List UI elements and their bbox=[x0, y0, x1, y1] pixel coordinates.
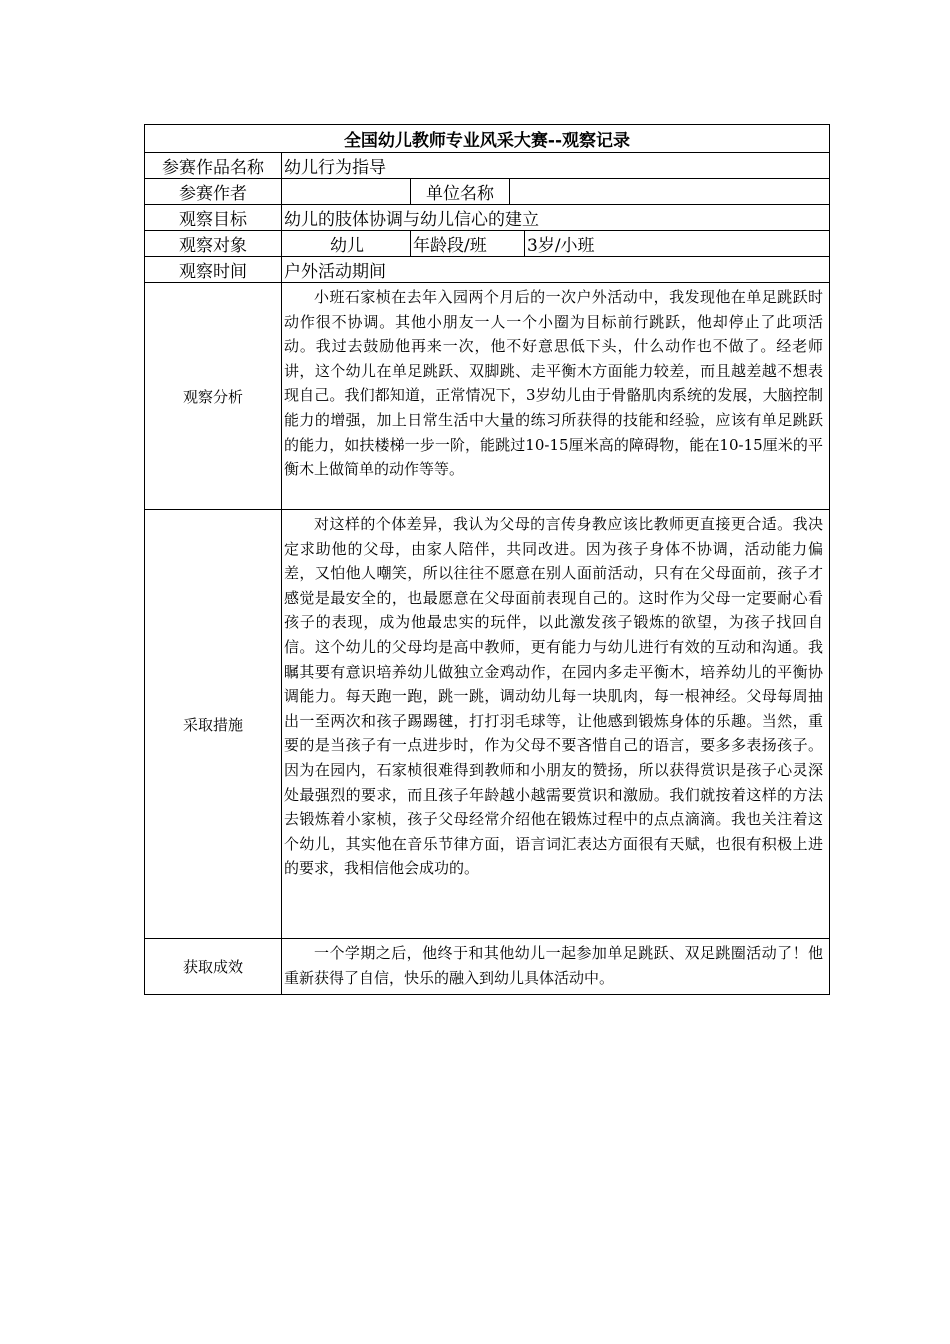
author-label: 参赛作者 bbox=[145, 179, 282, 205]
result-text: 一个学期之后，他终于和其他幼儿一起参加单足跳跃、双足跳圈活动了！他重新获得了自信，快乐的融入到幼儿具体活动中。 bbox=[282, 939, 830, 995]
form-title: 全国幼儿教师专业风采大赛--观察记录 bbox=[145, 125, 830, 153]
age-group-label: 年龄段/班 bbox=[411, 231, 525, 257]
measures-text: 对这样的个体差异，我认为父母的言传身教应该比教师更直接更合适。我决定求助他的父母，由家人陪伴，共同改进。因为孩子身体不协调，活动能力偏差，又怕他人嘲笑，所以往往不愿意在别人面前活动，只有在父母面前，孩子才感觉是最安全的，也最愿意在父母面前表现自己的。这时作为父母一定要耐心看孩子的表现，成为他最忠实的玩伴，以此激发孩子锻炼的欲望，为孩子找回自信。这个幼儿的父母均是高中教师，更有能力与幼儿进行有效的互动和沟通。我瞩其要有意识培养幼儿做独立金鸡动作，在园内多走平衡木，培养幼儿的平衡协调能力。每天跑一跑，跳一跳，调动幼儿每一块肌肉，每一根神经。父母每周抽出一至两次和孩子踢踢毽，打打羽毛球等，让他感到锻炼身体的乐趣。当然，重要的是当孩子有一点进步时，作为父母不要吝惜自己的语言，要多多表扬孩子。因为在园内，石家桢很难得到教师和小朋友的赞扬，所以获得赏识是孩子心灵深处最强烈的要求，而且孩子年龄越小越需要赏识和激励。我们就按着这样的方法去锻炼着小家桢，孩子父母经常介绍他在锻炼过程中的点点滴滴。我也关注着这个幼儿，其实他在音乐节律方面，语言词汇表达方面很有天赋，也很有积极上进的要求，我相信他会成功的。 bbox=[282, 510, 830, 939]
result-label: 获取成效 bbox=[145, 939, 282, 995]
unit-name-value bbox=[510, 179, 830, 205]
measures-label: 采取措施 bbox=[145, 510, 282, 939]
goal-label: 观察目标 bbox=[145, 205, 282, 231]
time-label: 观察时间 bbox=[145, 257, 282, 283]
unit-name-label: 单位名称 bbox=[411, 179, 510, 205]
goal-value: 幼儿的肢体协调与幼儿信心的建立 bbox=[282, 205, 830, 231]
age-group-value: 3岁/小班 bbox=[525, 231, 830, 257]
work-name-label: 参赛作品名称 bbox=[145, 153, 282, 179]
work-name-value: 幼儿行为指导 bbox=[282, 153, 830, 179]
observation-record-table bbox=[144, 124, 830, 995]
analysis-text: 小班石家桢在去年入园两个月后的一次户外活动中，我发现他在单足跳跃时动作很不协调。其他小朋友一人一个小圈为目标前行跳跃，他却停止了此项活动。我过去鼓励他再来一次，他不好意思低下头，什么动作也不做了。经老师讲，这个幼儿在单足跳跃、双脚跳、走平衡木方面能力较差，而且越差越不想表现自己。我们都知道，正常情况下，3岁幼儿由于骨骼肌肉系统的发展，大脑控制能力的增强，加上日常生活中大量的练习所获得的技能和经验，应该有单足跳跃的能力，如扶楼梯一步一阶，能跳过10-15厘米高的障碍物，能在10-15厘米的平衡木上做简单的动作等等。 bbox=[282, 283, 830, 510]
analysis-label: 观察分析 bbox=[145, 283, 282, 510]
author-value bbox=[282, 179, 411, 205]
time-value: 户外活动期间 bbox=[282, 257, 830, 283]
subject-label: 观察对象 bbox=[145, 231, 282, 257]
subject-value: 幼儿 bbox=[282, 231, 411, 257]
